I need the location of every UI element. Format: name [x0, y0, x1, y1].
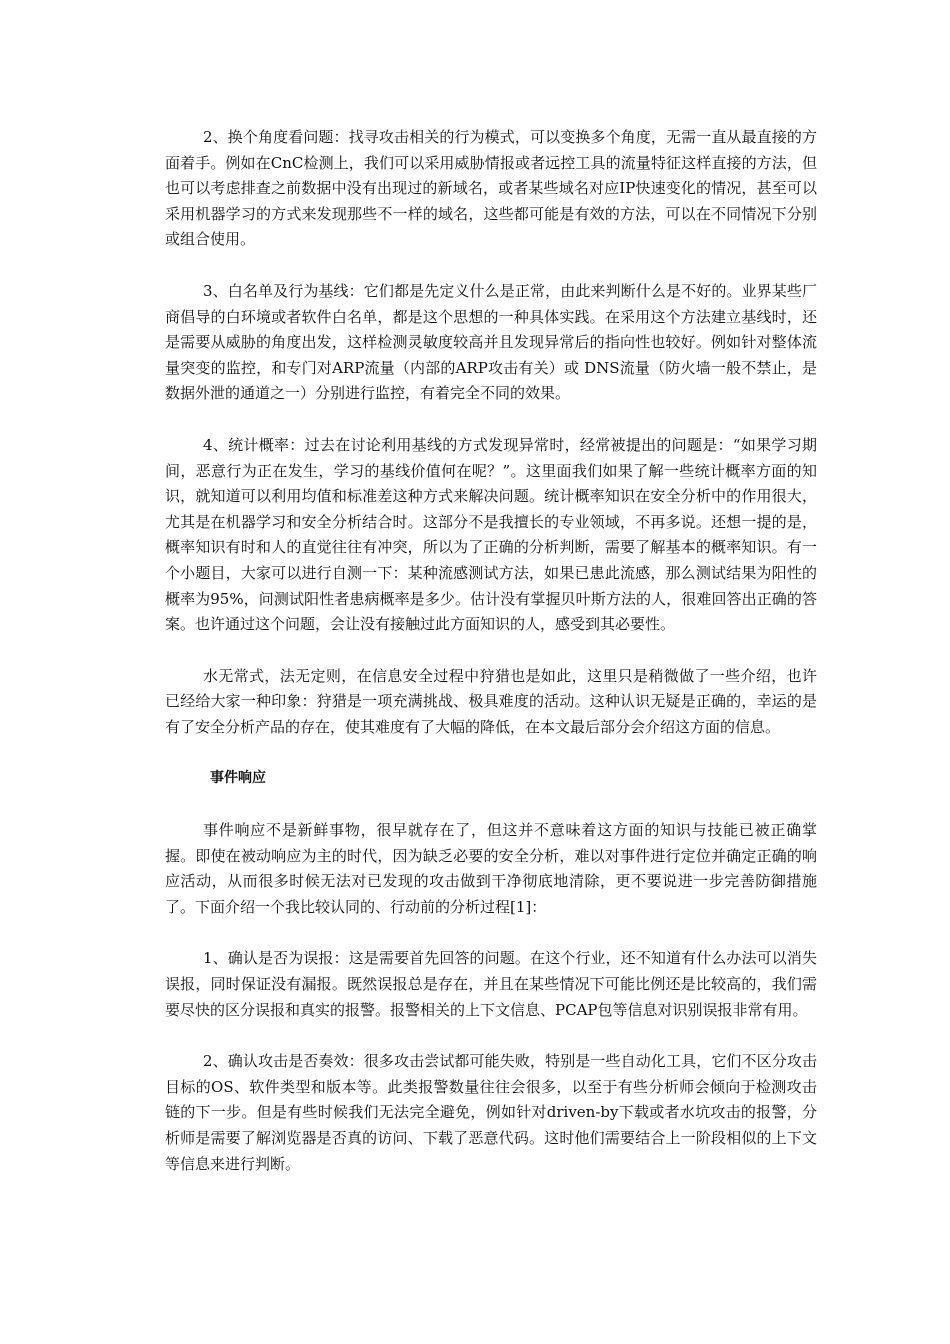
section-heading-incident-response: 事件响应: [210, 770, 266, 787]
paragraph-attack-success-check: 2、确认攻击是否奏效：很多攻击尝试都可能失败，特别是一些自动化工具，它们不区分攻击目标的OS、软件类型和版本等。此类报警数量往往会很多，以至于有些分析师会倾向于检测攻击链的下一步。但是有些时候我们无法完全避免，例如针对driven-by下载或者水坑攻击的报警，分析师是需要了解浏览器是否真的访问、下载了恶意代码。这时他们需要结合上一阶段相似的上下文等信息来进行判断。: [165, 1052, 817, 1173]
paragraph-false-positive-check: 1、确认是否为误报：这是需要首先回答的问题。在这个行业，还不知道有什么办法可以消失误报，同时保证没有漏报。既然误报总是存在，并且在某些情况下可能比例还是比较高的，我们需要尽快的区分误报和真实的报警。报警相关的上下文信息、PCAP包等信息对识别误报非常有用。: [165, 949, 817, 1019]
paragraph-whitelist-baseline: 3、白名单及行为基线：它们都是先定义什么是正常，由此来判断什么是不好的。业界某些厂商倡导的白环境或者软件白名单，都是这个思想的一种具体实践。在采用这个方法建立基线时，还是需要从威胁的角度出发，这样检测灵敏度较高并且发现异常后的指向性也较好。例如针对整体流量突变的监控，和专门对ARP流量（内部的ARP攻击有关）或 DNS流量（防火墙一般不禁止，是数据外泄的通道之一）分别进行监控，有着完全不同的效果。: [165, 281, 817, 403]
paragraph-hunting-summary: 水无常式，法无定则，在信息安全过程中狩猎也是如此，这里只是稍微做了一些介绍，也许已经给大家一种印象：狩猎是一项充满挑战、极具难度的活动。这种认识无疑是正确的，幸运的是有了安全分析产品的存在，使其难度有了大幅的降低，在本文最后部分会介绍这方面的信息。: [165, 666, 817, 736]
paragraph-change-perspective: 2、换个角度看问题：找寻攻击相关的行为模式，可以变换多个角度，无需一直从最直接的方面着手。例如在CnC检测上，我们可以采用威胁情报或者远控工具的流量特征这样直接的方法，但也可以考虑排查之前数据中没有出现过的新域名，或者某些域名对应IP快速变化的情况，甚至可以采用机器学习的方式来发现那些不一样的域名，这些都可能是有效的方法，可以在不同情况下分别或组合使用。: [165, 128, 817, 249]
paragraph-incident-response-intro: 事件响应不是新鲜事物，很早就存在了，但这并不意味着这方面的知识与技能已被正确掌握。即使在被动响应为主的时代，因为缺乏必要的安全分析，难以对事件进行定位并确定正确的响应活动，从而很多时候无法对已发现的攻击做到干净彻底地清除，更不要说进一步完善防御措施了。下面介绍一个我比较认同的、行动前的分析过程[1]：: [165, 821, 817, 916]
paragraph-statistics-probability: 4、统计概率：过去在讨论利用基线的方式发现异常时，经常被提出的问题是：“如果学习期间，恶意行为正在发生，学习的基线价值何在呢？”。这里面我们如果了解一些统计概率方面的知识，就知道可以利用均值和标准差这种方式来解决问题。统计概率知识在安全分析中的作用很大，尤其是在机器学习和安全分析结合时。这部分不是我擅长的专业领域，不再多说。还想一提的是，概率知识有时和人的直觉往往有冲突，所以为了正确的分析判断，需要了解基本的概率知识。有一个小题目，大家可以进行自测一下：某种流感测试方法，如果已患此流感，那么测试结果为阳性的概率为95%，问测试阳性者患病概率是多少。估计没有掌握贝叶斯方法的人，很难回答出正确的答案。也许通过这个问题，会让没有接触过此方面知识的人，感受到其必要性。: [165, 435, 817, 634]
document-body: [165, 125, 817, 1203]
